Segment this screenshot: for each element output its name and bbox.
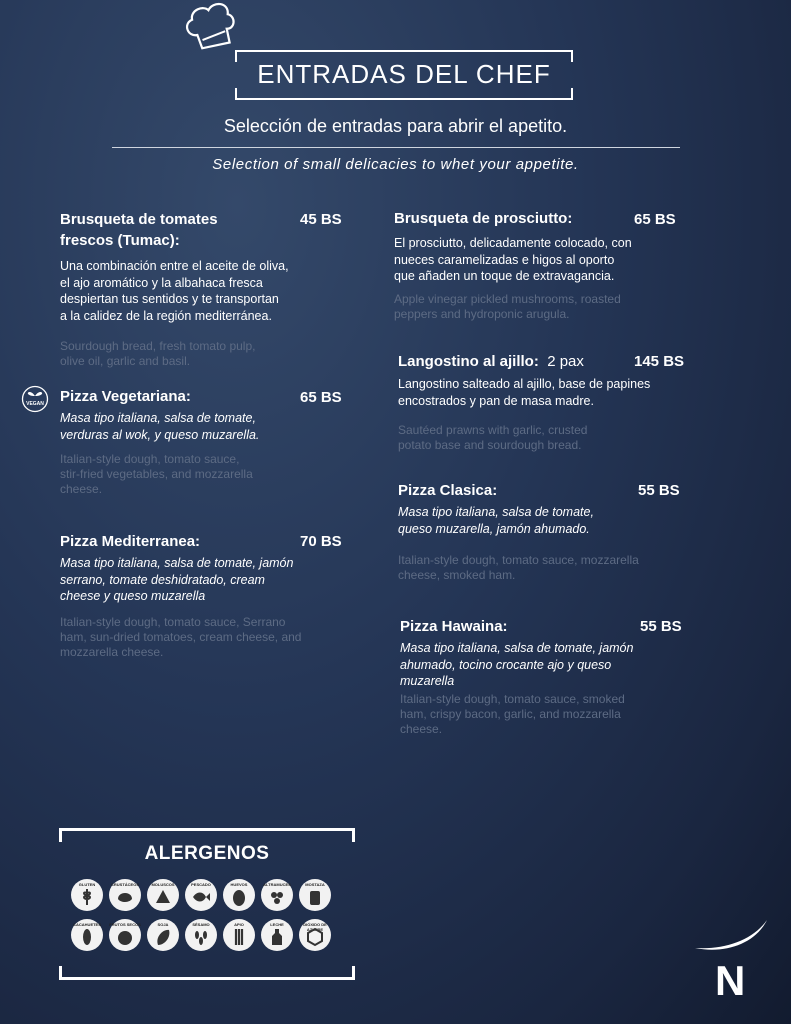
molluscs-icon: MOLUSCOS: [147, 879, 179, 911]
allergens-panel: [59, 828, 355, 980]
item-description: Masa tipo italiana, salsa de tomate, jamón ahumado, tocino crocante ajo y queso muzarella: [400, 641, 634, 688]
item-description: Masa tipo italiana, salsa de tomate, jamón serrano, tomate deshidratado, cream cheese y queso muzarella: [60, 556, 294, 603]
item-english: Italian-style dough, tomato sauce, Serrano ham, sun-dried tomatoes, cream cheese, and mozzarella cheese.: [60, 615, 302, 659]
crustaceans-icon: CRUSTÁCEOS: [109, 879, 141, 911]
title-frame: [235, 50, 573, 100]
item-english: Italian-style dough, tomato sauce, mozzarella cheese, smoked ham.: [398, 553, 639, 582]
subtitle-en: Selection of small delicacies to whet your appetite.: [212, 156, 579, 173]
item-price: 145 BS: [634, 353, 685, 370]
item-price: 65 BS: [300, 389, 342, 406]
vegan-badge-label: VEGAN: [26, 401, 44, 407]
chef-hat-icon: [182, 2, 240, 52]
peanut-icon: CACAHUETES: [71, 919, 103, 951]
item-name: Pizza Vegetariana:: [60, 388, 191, 405]
brand-logo: [695, 918, 771, 1004]
item-name: Pizza Mediterranea:: [60, 533, 201, 550]
item-name: Brusqueta de prosciutto:: [394, 210, 573, 227]
item-english: Sourdough bread, fresh tomato pulp, olive oil, garlic and basil.: [60, 339, 256, 368]
item-english: Italian-style dough, tomato sauce, smoked ham, crispy bacon, garlic, and mozzarella cheese.: [400, 692, 625, 736]
item-name: Brusqueta de tomates frescos (Tumac):: [60, 211, 218, 249]
item-description: Masa tipo italiana, salsa de tomate, verduras al wok, y queso muzarella.: [60, 411, 260, 442]
item-english: Sautéed prawns with garlic, crusted potato base and sourdough bread.: [398, 423, 588, 452]
item-price: 55 BS: [638, 482, 680, 499]
item-name: Pizza Clasica:: [398, 482, 498, 499]
sesame-icon: SÉSAMO: [185, 919, 217, 951]
item-pax: 2 pax: [547, 353, 584, 370]
item-description: Una combinación entre el aceite de oliva, el ajo aromático y la albahaca fresca despiertan tus sentidos y te transportan a la calidez de la región mediterránea.: [60, 259, 289, 323]
item-description: El prosciutto, delicadamente colocado, con nueces caramelizadas e higos al oporto que añaden un toque de extravagancia.: [394, 236, 632, 283]
sulphites-icon: DIÓXIDO DE AZUFRE: [299, 919, 331, 951]
item-price: 55 BS: [640, 618, 682, 635]
divider: [112, 147, 680, 148]
allergens-title: ALERGENOS: [144, 843, 270, 864]
item-english: Apple vinegar pickled mushrooms, roasted peppers and hydroponic arugula.: [394, 292, 621, 321]
vegan-icon: [21, 385, 49, 413]
item-price: 70 BS: [300, 533, 342, 550]
item-english: Italian-style dough, tomato sauce, stir-fried vegetables, and mozzarella cheese.: [60, 452, 253, 496]
logo-letter: N: [715, 957, 746, 1004]
page-title: ENTRADAS DEL CHEF: [257, 59, 551, 89]
egg-icon: HUEVOS: [223, 879, 255, 911]
item-description: Masa tipo italiana, salsa de tomate, queso muzarella, jamón ahumado.: [398, 505, 594, 536]
fish-icon: PESCADO: [185, 879, 217, 911]
item-price: 45 BS: [300, 211, 342, 228]
item-price: 65 BS: [634, 211, 676, 228]
gluten-icon: GLUTEN: [71, 879, 103, 911]
item-description: Langostino salteado al ajillo, base de papines encostrados y pan de masa madre.: [398, 377, 651, 408]
lupin-icon: ALTRAMUCES: [261, 879, 293, 911]
item-name: Langostino al ajillo: 2 pax: [398, 353, 584, 370]
soy-icon: SOJA: [147, 919, 179, 951]
item-name: Pizza Hawaina:: [400, 618, 508, 635]
mustard-icon: MOSTAZA: [299, 879, 331, 911]
nuts-icon: FRUTOS SECOS: [109, 919, 141, 951]
celery-icon: APIO: [223, 919, 255, 951]
subtitle-es: Selección de entradas para abrir el apetito.: [223, 116, 568, 136]
swoosh-icon: [695, 918, 771, 958]
milk-icon: LECHE: [261, 919, 293, 951]
